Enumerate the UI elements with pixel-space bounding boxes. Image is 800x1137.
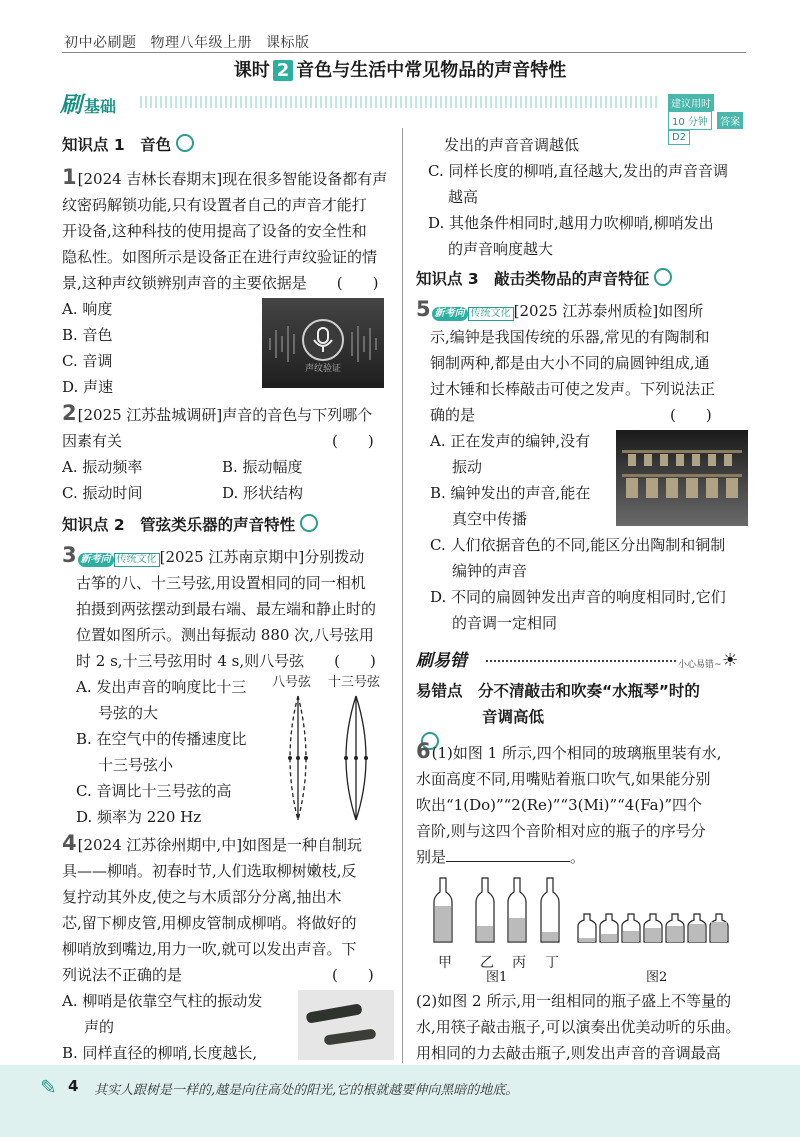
q6-line: 水面高度不同,用嘴贴着瓶口吹气,如果能分别 — [416, 770, 711, 788]
option-c[interactable]: C. 同样长度的柳哨,直径越大,发出的声音音调 — [428, 162, 729, 180]
q3-line: 位置如图所示。测出每振动 880 次,八号弦用 — [76, 626, 374, 644]
cartoon-icon: ☀ — [722, 650, 739, 671]
q6-line: 别是 — [416, 848, 447, 866]
book-subject: 物理八年级上册 — [150, 35, 252, 51]
question-4 — [62, 830, 397, 1068]
footer-quote: 其实人跟树是一样的,越是向往高处的阳光,它的根就越要伸向黑暗的地底。 — [94, 1083, 519, 1098]
option-b[interactable]: B. 在空气中的传播速度比 — [76, 730, 247, 748]
bells-image — [616, 430, 748, 526]
question-number: 2 — [62, 401, 77, 425]
right-column — [416, 132, 751, 756]
lesson-prefix: 课时 — [233, 60, 270, 81]
question-3 — [62, 542, 397, 830]
bottle-label-jia: 甲 — [438, 955, 452, 971]
question-5 — [416, 296, 751, 636]
q6-part2-line: 用相同的力去敲击瓶子,则发出声音的音调最高 — [416, 1044, 721, 1062]
string-13-label: 十三号弦 — [328, 675, 381, 690]
q4-line: 列说法不正确的是 ( ) — [62, 966, 374, 984]
q4-line: 复拧动其外皮,使之与木质部分分离,抽出木 — [62, 888, 342, 906]
easy-error-title: 刷易错 — [416, 651, 467, 671]
option-d[interactable]: D. 不同的扁圆钟发出声音的响度相同时,它们 — [430, 588, 726, 606]
q2-line: [2025 江苏盐城调研]声音的音色与下列哪个 — [77, 406, 373, 424]
header-rule — [62, 52, 746, 53]
question-number: 5 — [416, 297, 431, 321]
q3-line: 古筝的八、十三号弦,用设置相同的同一相机 — [76, 574, 366, 592]
q4-line: [2024 江苏徐州期中,中]如图是一种自制玩 — [77, 836, 363, 854]
lesson-title — [0, 56, 800, 82]
easy-error-dots — [486, 660, 676, 662]
q5-line: 铜制两种,都是由大小不同的扁圆钟组成,通 — [430, 354, 710, 372]
question-6: 6(1)如图 1 所示,四个相同的玻璃瓶里装有水, 水面高度不同,用嘴贴着瓶口吹气,如果能分别 吹出“1(Do)”“2(Re)”“3(Mi)”“4(Fa)”四个 音阶,则与这四个音阶相对应的瓶子的序号分 别是 。 甲 乙 丙 丁 图1 图2 (2)如图 2 所示,用一组相同的瓶子盛上不等量的 水,用筷子敲击瓶子,可以演奏出优美动听的乐曲。 用相同的力去敲击瓶子,则发出声音的音调最高 — [416, 738, 751, 1092]
option-d[interactable]: D. 其他条件相同时,越用力吹柳哨,柳哨发出 — [428, 214, 714, 232]
question-1 — [62, 164, 397, 400]
question-2 — [62, 400, 397, 506]
option-a[interactable]: A. 柳哨是依靠空气柱的振动发 — [62, 992, 263, 1010]
q5-line: 过木锤和长棒敲击可使之发声。下列说法正 — [430, 380, 716, 398]
q3-line: [2025 江苏南京期中]分别拨动 — [159, 548, 365, 566]
bottle-label-bing: 丙 — [512, 955, 526, 971]
q4-line: 芯,留下柳皮管,用柳皮管制成柳哨。将做好的 — [62, 914, 357, 932]
knowledge-point-3: 知识点 3 敲击类物品的声音特征 — [416, 266, 751, 292]
option-d[interactable]: D. 形状结构 — [222, 484, 304, 502]
microphone-icon — [262, 298, 384, 388]
q6-part2-line: 水,用筷子敲击瓶子,可以演奏出优美动听的乐曲。 — [416, 1018, 741, 1036]
question-number: 1 — [62, 165, 77, 189]
figure-1-caption: 图1 — [486, 970, 508, 985]
leaf-icon: ✎ — [40, 1075, 57, 1099]
culture-tag: 传统文化 — [468, 307, 514, 321]
page-number: 4 — [68, 1077, 79, 1095]
option-d[interactable]: D. 声速 — [62, 378, 114, 396]
logo-sub: 基础 — [84, 97, 117, 116]
bottle-label-ding: 丁 — [545, 955, 559, 971]
q6-line: 吹出“1(Do)”“2(Re)”“3(Mi)”“4(Fa)”四个 — [416, 796, 703, 814]
bottle-label-yi: 乙 — [480, 955, 494, 971]
option-c[interactable]: C. 音调比十三号弦的高 — [76, 782, 232, 800]
option-d-cont: 的声音响度越大 — [448, 240, 554, 258]
option-b[interactable]: B. 同样直径的柳哨,长度越长, — [62, 1044, 258, 1062]
question-number: 4 — [62, 831, 77, 855]
q1-line: 开设备,这种科技的使用提高了设备的安全性和 — [62, 222, 367, 240]
option-c[interactable]: C. 人们依据音色的不同,能区分出陶制和铜制 — [430, 536, 726, 554]
time-value: 10 分钟 — [668, 111, 712, 130]
option-b[interactable]: B. 音色 — [62, 326, 113, 344]
knowledge-point-2: 知识点 2 管弦类乐器的声音特性 — [62, 512, 397, 538]
q5-line: [2025 江苏泰州质检]如图所 — [513, 302, 704, 320]
q4-line: 具——柳哨。初春时节,人们选取柳树嫩枝,反 — [62, 862, 357, 880]
q5-line: 示,编钟是我国传统的乐器,常见的有陶制和 — [430, 328, 710, 346]
easy-point-line: 音调高低 — [482, 708, 545, 726]
option-a-cont: 振动 — [452, 458, 483, 476]
option-b[interactable]: B. 振动幅度 — [222, 458, 303, 476]
book-series: 初中必刷题 — [64, 35, 137, 51]
question-number: 3 — [62, 543, 77, 567]
easy-point-line: 易错点 分不清敲击和吹奏“水瓶琴”时的 — [416, 682, 700, 700]
lesson-number: 2 — [273, 60, 294, 81]
option-c[interactable]: C. 振动时间 — [62, 484, 143, 502]
q3-line: 拍摄到两弦摆动到最右端、最左端和静止时的 — [76, 600, 377, 618]
q1-line: 隐私性。如图所示是设备正在进行声纹验证的情 — [62, 248, 378, 266]
option-d[interactable]: D. 频率为 220 Hz — [76, 808, 202, 826]
answer-blank-1[interactable] — [446, 861, 570, 862]
section-band — [60, 90, 750, 143]
column-divider — [402, 128, 403, 1063]
q4-continued: 发出的声音音调越低 — [444, 136, 580, 154]
image-caption: 声纹验证 — [304, 364, 341, 374]
option-b[interactable]: B. 编钟发出的声音,能在 — [430, 484, 591, 502]
q3-line: 时 2 s,十三号弦用时 4 s,则八号弦 ( ) — [76, 652, 376, 670]
option-a[interactable]: A. 响度 — [62, 300, 113, 318]
option-a[interactable]: A. 振动频率 — [62, 458, 143, 476]
q1-line: 纹密码解锁功能,只有设置者自己的声音才能打 — [62, 196, 367, 214]
option-a-cont: 号弦的大 — [98, 704, 159, 722]
easy-error-header — [416, 648, 751, 674]
option-a[interactable]: A. 发出声音的响度比十三 — [76, 678, 247, 696]
new-direction-tag: 新考向 — [432, 307, 468, 321]
q2-line: 因素有关 ( ) — [62, 432, 374, 450]
bottles-diagram — [416, 874, 751, 954]
left-column — [62, 132, 397, 1068]
option-d-cont: 的音调一定相同 — [452, 614, 558, 632]
option-c-cont: 编钟的声音 — [452, 562, 528, 580]
bottle-figures — [416, 870, 751, 985]
q6-line: (1)如图 1 所示,四个相同的玻璃瓶里装有水, — [431, 744, 722, 762]
strings-diagram — [272, 692, 392, 842]
page-footer — [0, 1065, 800, 1137]
q4-line: 柳哨放到嘴边,用力一吹,就可以发出声音。下 — [62, 940, 357, 958]
string-8-label: 八号弦 — [272, 675, 312, 690]
book-title — [64, 32, 324, 52]
q6-line: 音阶,则与这四个音阶相对应的瓶子的序号分 — [416, 822, 706, 840]
answer-label: 答案 — [717, 112, 743, 129]
string-vibration-figure — [272, 674, 392, 824]
logo-char: 刷 — [60, 93, 83, 118]
q1-line: 景,这种声纹锁辨别声音的主要依据是 ( ) — [62, 274, 379, 292]
option-a-cont: 声的 — [84, 1018, 115, 1036]
q5-line: 确的是 ( ) — [430, 406, 712, 424]
q6-part2-line: (2)如图 2 所示,用一组相同的瓶子盛上不等量的 — [416, 992, 732, 1010]
willow-whistle-image — [298, 990, 394, 1060]
time-label: 建议用时 — [668, 94, 714, 111]
band-stripes — [140, 96, 660, 108]
bianzhong-photo — [616, 430, 748, 526]
book-edition: 课标版 — [266, 35, 310, 51]
option-b-cont: 十三号弦小 — [98, 756, 174, 774]
lesson-title-text: 音色与生活中常见物品的声音特性 — [296, 60, 567, 81]
option-b-cont: 真空中传播 — [452, 510, 528, 528]
figure-2-caption: 图2 — [646, 970, 668, 985]
culture-tag: 传统文化 — [114, 553, 160, 567]
new-direction-tag: 新考向 — [78, 553, 114, 567]
option-c-cont: 越高 — [448, 188, 479, 206]
voiceprint-device-photo — [262, 298, 384, 388]
answer-value: D2 — [668, 130, 690, 145]
knowledge-point-1: 知识点 1 音色 — [62, 132, 397, 158]
question-number: 6 — [416, 739, 431, 763]
easy-error-deco: 小心易错~ — [678, 660, 722, 670]
option-c[interactable]: C. 音调 — [62, 352, 113, 370]
willow-whistle-photo — [298, 990, 394, 1060]
q1-line: [2024 吉林长春期末]现在很多智能设备都有声 — [77, 170, 388, 188]
brush-basics-logo — [60, 88, 116, 119]
option-a[interactable]: A. 正在发声的编钟,没有 — [430, 432, 591, 450]
